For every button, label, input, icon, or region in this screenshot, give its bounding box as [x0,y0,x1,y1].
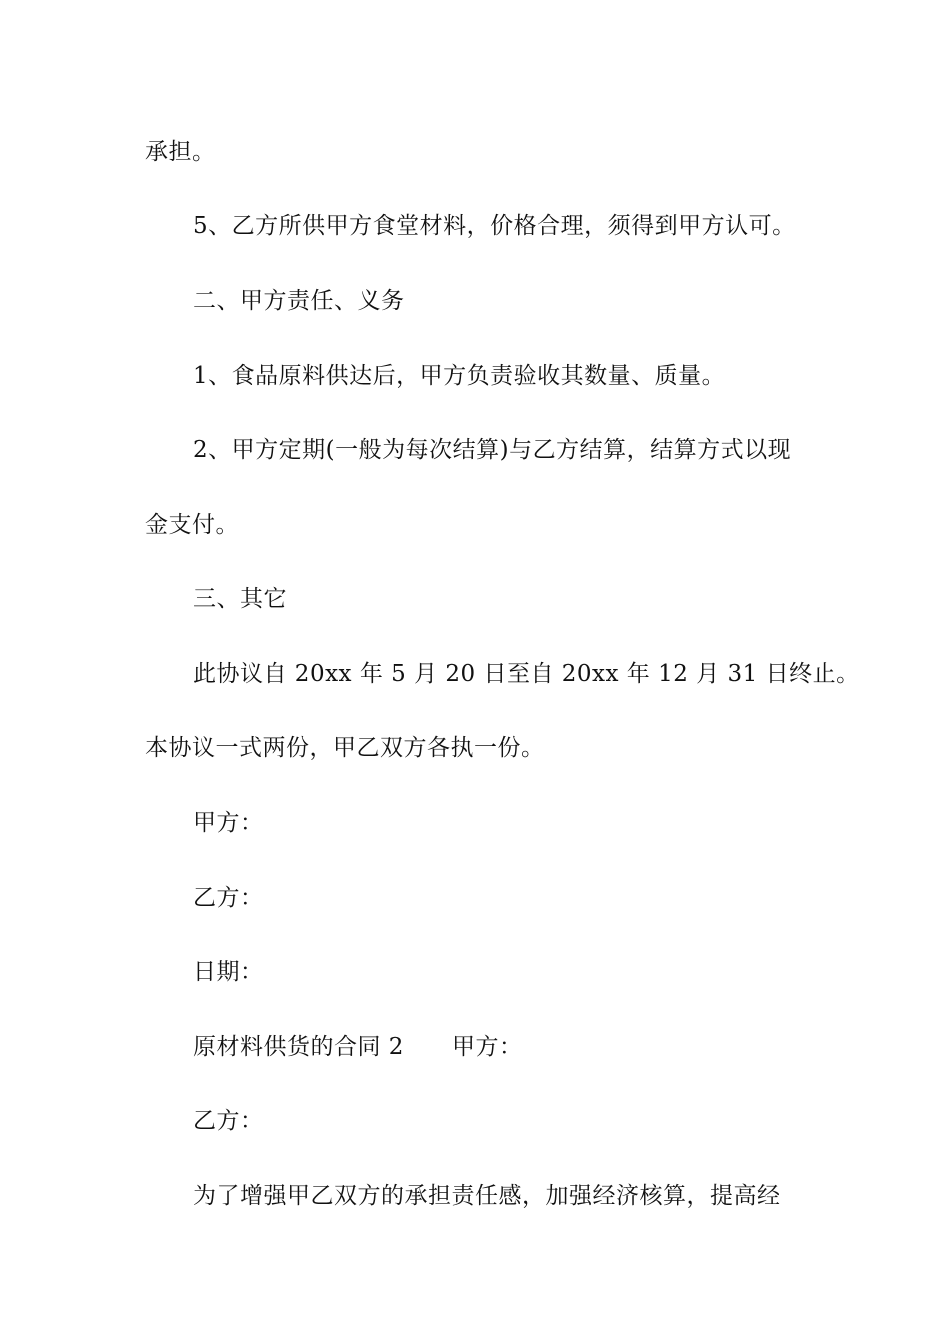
contract-title-line [193,1032,522,1062]
text-line: 此协议自 20xx 年 5 月 20 日至自 20xx 年 12 月 31 日终止。 [193,661,860,687]
signature-label: 乙方： [193,885,264,911]
text-line: 承担。 [145,139,216,165]
signature-label: 甲方： [193,810,264,836]
text-line: 本协议一式两份，甲乙双方各执一份。 [145,735,545,761]
contract-title: 原材料供货的合同 2 [193,1034,404,1060]
section-heading: 二、甲方责任、义务 [193,288,405,314]
date-label: 日期： [193,959,264,985]
section-heading: 三、其它 [193,586,287,612]
text-line: 1、食品原料供达后，甲方负责验收其数量、质量。 [193,363,726,389]
text-line: 为了增强甲乙双方的承担责任感，加强经济核算，提高经 [193,1183,781,1209]
signature-label: 乙方： [193,1108,264,1134]
text-line: 金支付。 [145,512,239,538]
signature-label: 甲方： [451,1034,523,1060]
text-line: 5、乙方所供甲方食堂材料，价格合理，须得到甲方认可。 [193,213,796,239]
text-line: 2、甲方定期(一般为每次结算)与乙方结算，结算方式以现 [193,437,792,463]
